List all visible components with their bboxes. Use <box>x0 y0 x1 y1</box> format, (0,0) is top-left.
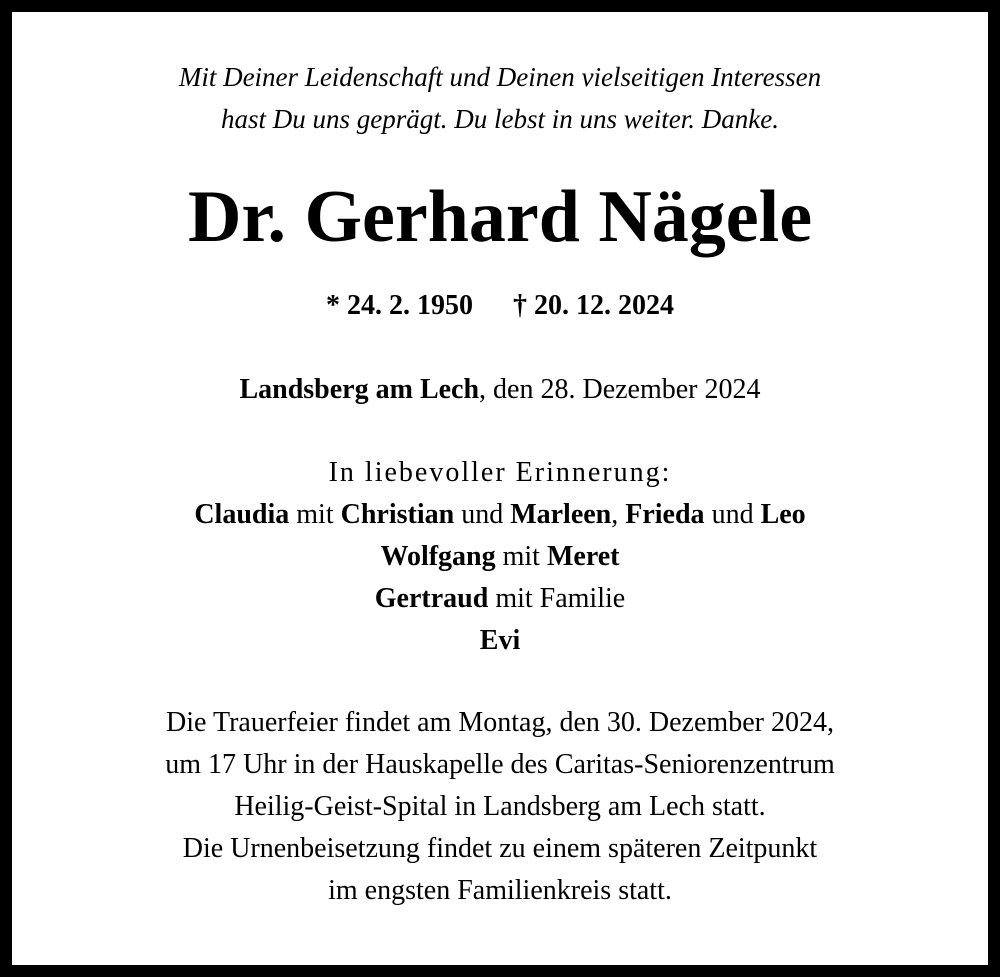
motto-line: hast Du uns geprägt. Du lebst in uns weiter. Danke. <box>221 104 779 134</box>
mourners-line <box>12 536 988 578</box>
funeral-line: im engsten Familienkreis statt. <box>328 875 672 906</box>
mourner-name: Claudia <box>194 499 290 530</box>
life-dates <box>12 286 988 326</box>
place-city: Landsberg am Lech <box>239 374 480 405</box>
funeral-line: um 17 Uhr in der Hauskapelle des Caritas-Seniorenzentrum <box>165 749 835 780</box>
mourner-name: Leo <box>760 499 806 530</box>
mourner-name: Evi <box>479 625 521 656</box>
funeral-line: Die Trauerfeier findet am Montag, den 30. Dezember 2024, <box>166 707 834 738</box>
funeral-line: Heilig-Geist-Spital in Landsberg am Lech statt. <box>234 791 766 822</box>
birth-date: * 24. 2. 1950 <box>326 290 473 321</box>
mourner-name: Christian <box>340 499 455 530</box>
mourner-connector: und <box>704 499 761 530</box>
mourner-connector: , <box>611 499 626 530</box>
mourner-name: Marleen <box>510 499 612 530</box>
mourner-connector: mit <box>495 541 547 572</box>
mourner-name: Wolfgang <box>380 541 496 572</box>
mourners-line <box>12 578 988 620</box>
death-date: † 20. 12. 2024 <box>513 290 674 321</box>
funeral-line: Die Urnenbeisetzung findet zu einem späteren Zeitpunkt <box>182 833 818 864</box>
motto-quote <box>12 56 988 140</box>
mourner-connector: und <box>454 499 511 530</box>
mourner-name: Gertraud <box>374 583 489 614</box>
funeral-details <box>12 702 988 912</box>
place-and-date <box>12 369 988 411</box>
mourner-connector: mit <box>289 499 341 530</box>
mourners-list <box>12 452 988 662</box>
mourners-line <box>12 620 988 662</box>
mourners-intro: In liebevoller Erinnerung: <box>328 457 672 488</box>
place-date: , den 28. Dezember 2024 <box>479 374 761 405</box>
mourner-name: Frieda <box>625 499 705 530</box>
motto-line: Mit Deiner Leidenschaft und Deinen vielseitigen Interessen <box>178 62 822 92</box>
deceased-name: Dr. Gerhard Nägele <box>187 176 813 258</box>
mourner-name: Meret <box>546 541 620 572</box>
mourners-line <box>12 494 988 536</box>
mourner-connector: mit Familie <box>488 583 626 614</box>
